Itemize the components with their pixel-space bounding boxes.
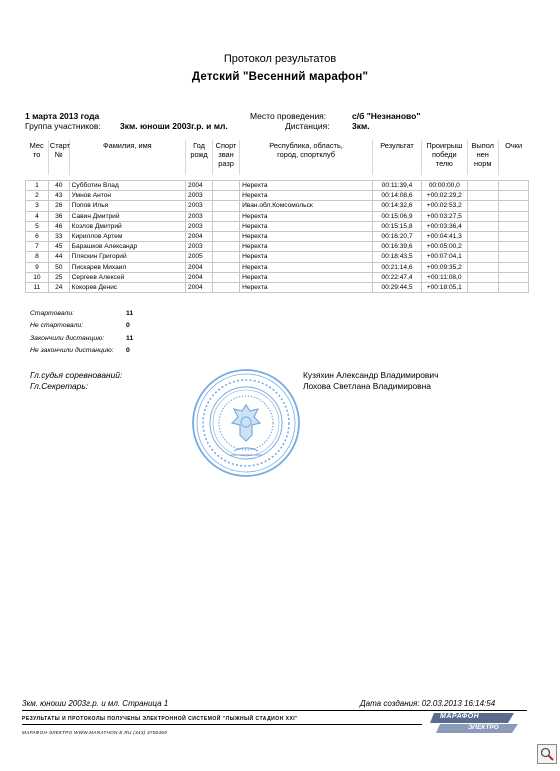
cell-bib: 36 (48, 211, 69, 221)
cell-empty (467, 191, 498, 201)
cell-behind: 00:00:00,0 (421, 181, 467, 191)
cell-rank (213, 191, 240, 201)
cell-behind: +00:09:35,2 (421, 262, 467, 272)
table-row (26, 242, 529, 252)
cell-name: Савин Дмитрий (69, 211, 185, 221)
cell-behind: +00:03:27,5 (421, 211, 467, 221)
cell-year: 2003 (186, 191, 213, 201)
cell-year: 2004 (186, 231, 213, 241)
cell-result: 00:29:44,5 (373, 282, 422, 292)
cell-behind: +00:05:00,2 (421, 242, 467, 252)
event-date: 1 марта 2013 года (25, 111, 100, 121)
cell-result: 00:11:39,4 (373, 181, 422, 191)
cell-rank (213, 181, 240, 191)
col-label: Старт № (49, 141, 70, 159)
table-row (26, 191, 529, 201)
col-bib (48, 140, 69, 175)
group-label: Группа участников: (25, 121, 101, 131)
cell-place: 6 (26, 231, 49, 241)
cell-behind: +00:03:36,4 (421, 221, 467, 231)
official-seal-stamp (190, 367, 302, 479)
cell-empty (498, 181, 528, 191)
cell-bib: 45 (48, 242, 69, 252)
table-row (26, 231, 529, 241)
stat-finished-value: 11 (126, 335, 134, 342)
cell-name: Попов Илья (69, 201, 185, 211)
cell-result: 00:14:32,6 (373, 201, 422, 211)
footer-page-info: 3км. юноши 2003г.р. и мл. Страница 1 (22, 699, 169, 708)
cell-bib: 26 (48, 201, 69, 211)
footer-divider-2 (22, 724, 422, 725)
cell-year: 2004 (186, 272, 213, 282)
col-place (26, 140, 49, 175)
judge-label: Гл.судья соревнований: (30, 370, 123, 380)
secretary-label: Гл.Секретарь: (30, 381, 89, 391)
cell-rank (213, 201, 240, 211)
venue-value: с/б "Незнаново" (352, 111, 421, 121)
cell-behind: +00:04:41,3 (421, 231, 467, 241)
secretary-name: Лохова Светлана Владимировна (303, 381, 431, 391)
cell-club: Нерехта (240, 252, 373, 262)
cell-empty (467, 272, 498, 282)
cell-year: 2005 (186, 252, 213, 262)
cell-year: 2003 (186, 211, 213, 221)
cell-empty (467, 231, 498, 241)
cell-bib: 25 (48, 272, 69, 282)
cell-club: Нерехта (240, 282, 373, 292)
cell-name: Пискарев Михаил (69, 262, 185, 272)
cell-club: Нерехта (240, 262, 373, 272)
cell-empty (467, 242, 498, 252)
cell-bib: 50 (48, 262, 69, 272)
col-label: Выпол нен норм (471, 141, 494, 168)
cell-year: 2003 (186, 221, 213, 231)
cell-result: 00:18:43,5 (373, 252, 422, 262)
cell-club: Нерехта (240, 191, 373, 201)
stat-not-finished-label: Не закончили дистанцию: (30, 347, 114, 354)
marathon-electro-logo (428, 711, 520, 735)
col-label: Республика, область, город, спортклуб (269, 141, 343, 159)
cell-empty (467, 262, 498, 272)
results-table (25, 140, 529, 293)
cell-club: Нерехта (240, 231, 373, 241)
cell-result: 00:16:20,7 (373, 231, 422, 241)
cell-result: 00:14:08,6 (373, 191, 422, 201)
cell-rank (213, 282, 240, 292)
cell-place: 8 (26, 252, 49, 262)
cell-empty (467, 252, 498, 262)
venue-label: Место проведения: (250, 111, 327, 121)
table-row (26, 262, 529, 272)
stat-started-label: Стартовали: (30, 310, 75, 317)
cell-club: Нерехта (240, 181, 373, 191)
cell-empty (498, 221, 528, 231)
cell-place: 9 (26, 262, 49, 272)
distance-value: 3км. (352, 121, 370, 131)
cell-rank (213, 252, 240, 262)
table-row (26, 252, 529, 262)
table-row (26, 221, 529, 231)
cell-behind: +00:02:53,2 (421, 201, 467, 211)
cell-empty (498, 252, 528, 262)
table-header-row (26, 140, 529, 175)
col-rank (213, 140, 240, 175)
stat-not-started-value: 0 (126, 322, 130, 329)
cell-empty (467, 201, 498, 211)
stat-finished-label: Закончили дистанцию: (30, 335, 105, 342)
cell-club: Нерехта (240, 272, 373, 282)
cell-bib: 46 (48, 221, 69, 231)
cell-bib: 43 (48, 191, 69, 201)
cell-name: Кириллов Артем (69, 231, 185, 241)
cell-place: 2 (26, 191, 49, 201)
table-row (26, 282, 529, 292)
cell-result: 00:21:14,6 (373, 262, 422, 272)
logo-top-text: МАРАФОН (440, 713, 480, 720)
cell-place: 7 (26, 242, 49, 252)
cell-name: Умнов Антон (69, 191, 185, 201)
col-label: Проигрыш победи телю (426, 141, 463, 168)
event-title: Детский "Весенний марафон" (191, 71, 369, 83)
table-row (26, 272, 529, 282)
cell-empty (498, 282, 528, 292)
cell-empty (498, 272, 528, 282)
cell-year: 2004 (186, 181, 213, 191)
table-row (26, 181, 529, 191)
logo-bottom-text: ЭЛЕКТРО (468, 724, 499, 731)
col-label: Спорт зван разр (215, 141, 237, 168)
protocol-title: Протокол результатов (223, 53, 337, 65)
cell-rank (213, 221, 240, 231)
cell-year: 2003 (186, 242, 213, 252)
cell-rank (213, 242, 240, 252)
footer-company: МАРАФОН-ЭЛЕКТРО WWW.MARATHON-E.RU (343) 3700469 (22, 730, 167, 735)
cell-bib: 33 (48, 231, 69, 241)
cell-name: Пляскин Григорий (69, 252, 185, 262)
judge-name: Кузяхин Александр Владимирович (303, 370, 439, 380)
cell-year: 2004 (186, 262, 213, 272)
cell-empty (498, 242, 528, 252)
zoom-button[interactable] (537, 744, 557, 764)
col-norm (467, 140, 498, 175)
cell-empty (467, 181, 498, 191)
cell-behind: +00:18:05,1 (421, 282, 467, 292)
cell-place: 3 (26, 201, 49, 211)
cell-empty (467, 221, 498, 231)
cell-result: 00:15:15,8 (373, 221, 422, 231)
cell-rank (213, 231, 240, 241)
cell-rank (213, 211, 240, 221)
footer-created: Дата создания: 02.03.2013 16:14:54 (360, 699, 496, 708)
cell-club: Нерехта (240, 221, 373, 231)
cell-bib: 44 (48, 252, 69, 262)
col-year (186, 140, 213, 175)
cell-result: 00:15:06,9 (373, 211, 422, 221)
col-label: Фамилия, имя (102, 141, 152, 150)
cell-place: 5 (26, 221, 49, 231)
cell-rank (213, 272, 240, 282)
col-club (240, 140, 373, 175)
col-label: Результат (380, 141, 414, 150)
cell-club: Нерехта (240, 242, 373, 252)
table-row (26, 211, 529, 221)
cell-empty (467, 211, 498, 221)
distance-label: Дистанция: (285, 121, 330, 131)
footer-software-note: РЕЗУЛЬТАТЫ И ПРОТОКОЛЫ ПОЛУЧЕНЫ ЭЛЕКТРОННОЙ СИСТЕМОЙ "ЛЫЖНЫЙ СТАДИОН XXI" (22, 716, 299, 722)
cell-name: Сергеев Алексей (69, 272, 185, 282)
cell-rank (213, 262, 240, 272)
col-name (69, 140, 185, 175)
cell-club: Иван.обл.Комсомольск (240, 201, 373, 211)
stat-started-value: 11 (126, 310, 134, 317)
magnifier-icon (538, 745, 556, 763)
col-result (373, 140, 422, 175)
cell-year: 2003 (186, 201, 213, 211)
col-behind (421, 140, 467, 175)
cell-name: Субботин Влад (69, 181, 185, 191)
cell-club: Нерехта (240, 211, 373, 221)
col-label: Мес то (29, 141, 44, 159)
cell-place: 1 (26, 181, 49, 191)
cell-result: 00:22:47,4 (373, 272, 422, 282)
cell-behind: +00:02:29,2 (421, 191, 467, 201)
col-points (498, 140, 528, 175)
cell-name: Кокорев Денис (69, 282, 185, 292)
cell-empty (498, 191, 528, 201)
cell-empty (498, 211, 528, 221)
col-label: Очки (505, 141, 523, 150)
cell-empty (498, 262, 528, 272)
cell-empty (467, 282, 498, 292)
cell-behind: +00:11:08,0 (421, 272, 467, 282)
cell-bib: 40 (48, 181, 69, 191)
cell-place: 10 (26, 272, 49, 282)
cell-year: 2004 (186, 282, 213, 292)
col-label: Год рожд (190, 141, 208, 159)
cell-empty (498, 201, 528, 211)
stat-not-started-label: Не стартовали: (30, 322, 84, 329)
cell-result: 00:16:39,6 (373, 242, 422, 252)
cell-place: 4 (26, 211, 49, 221)
cell-name: Барашков Александр (69, 242, 185, 252)
cell-place: 11 (26, 282, 49, 292)
cell-name: Козлов Дмитрий (69, 221, 185, 231)
stat-not-finished-value: 0 (126, 347, 130, 354)
cell-empty (498, 231, 528, 241)
cell-bib: 24 (48, 282, 69, 292)
group-value: 3км. юноши 2003г.р. и мл. (120, 121, 228, 131)
cell-behind: +00:07:04,1 (421, 252, 467, 262)
table-row (26, 201, 529, 211)
